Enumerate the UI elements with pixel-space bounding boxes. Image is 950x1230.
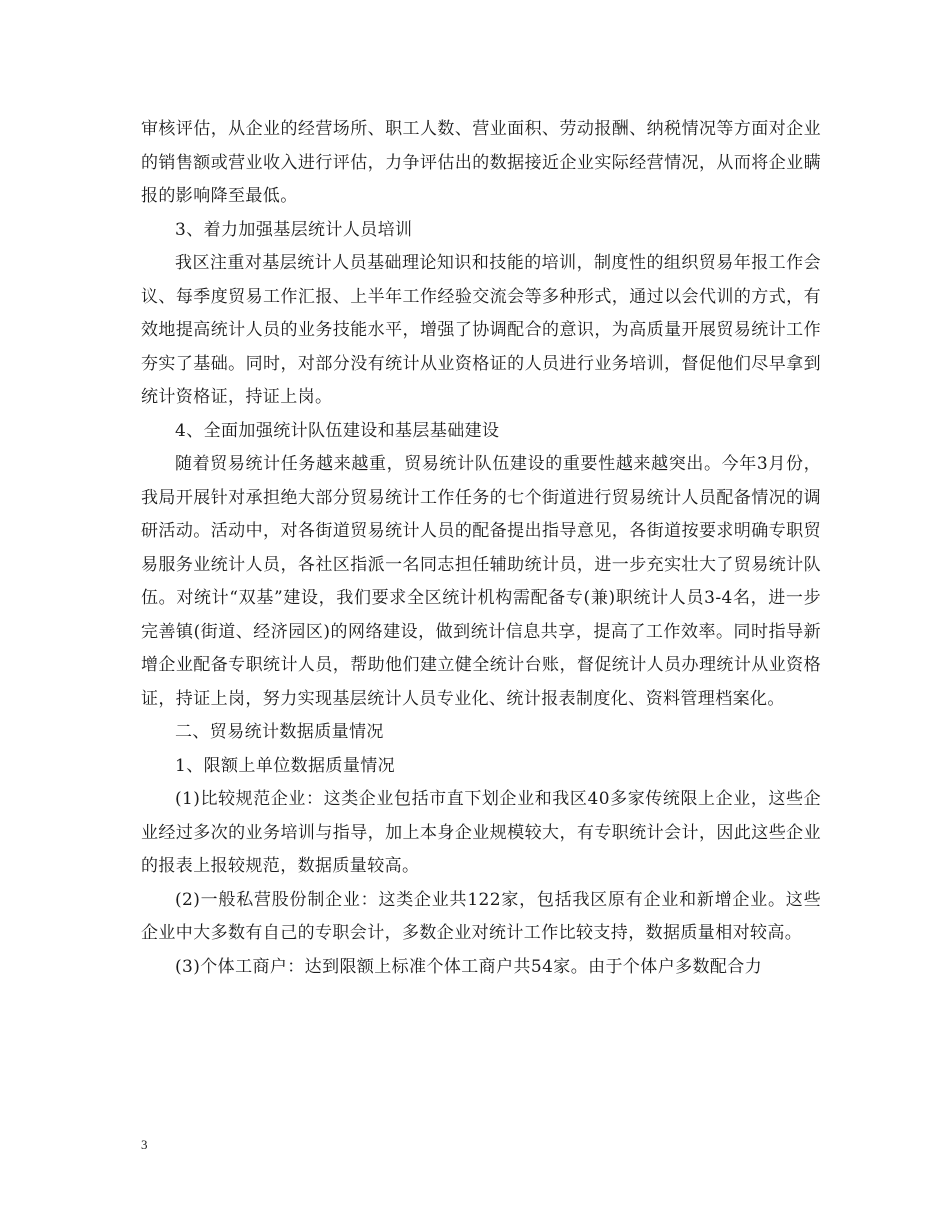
section-heading-1: 1、限额上单位数据质量情况 bbox=[175, 755, 396, 776]
page-number: 3 bbox=[141, 1137, 148, 1152]
chapter-heading-2: 二、贸易统计数据质量情况 bbox=[175, 722, 384, 742]
paragraph-1: 审核评估，从企业的经营场所、职工人数、营业面积、劳动报酬、纳税情况等方面对企业的销售额或营业收入进行评估，力争评估出的数据接近企业实际经营情况，从而将企业瞒报的影响降至最低。 bbox=[141, 119, 821, 206]
section-heading-4: 4、全面加强统计队伍建设和基层基础建设 bbox=[175, 420, 500, 441]
paragraph-training: 我区注重对基层统计人员基础理论知识和技能的培训，制度性的组织贸易年报工作会议、每季度贸易工作汇报、上半年工作经验交流会等多种形式，通过以会代训的方式，有效地提高统计人员的业务技能水平，增强了协调配合的意识，为高质量开展贸易统计工作夯实了基础。同时，对部分没有统计从业资格证的人员进行业务培训，督促他们尽早拿到统计资格证，持证上岗。 bbox=[141, 253, 821, 407]
body-text bbox=[141, 113, 821, 984]
list-item-3: (3)个体工商户：达到限额上标准个体工商户共54家。由于个体户多数配合力 bbox=[175, 956, 763, 977]
paragraph-team-building: 随着贸易统计任务越来越重，贸易统计队伍建设的重要性越来越突出。今年3月份，我局开展针对承担绝大部分贸易统计工作任务的七个街道进行贸易统计人员配备情况的调研活动。活动中，对各街道贸易统计人员的配备提出指导意见，各街道按要求明确专职贸易服务业统计人员，各社区指派一名同志担任辅助统计员，进一步充实壮大了贸易统计队伍。对统计“双基”建设，我们要求全区统计机构需配备专(兼)职统计人员3-4名，进一步完善镇(街道、经济园区)的网络建设，做到统计信息共享，提高了工作效率。同时指导新增企业配备专职统计人员，帮助他们建立健全统计台账，督促统计人员办理统计从业资格证，持证上岗，努力实现基层统计人员专业化、统计报表制度化、资料管理档案化。 bbox=[141, 454, 821, 709]
list-item-1: (1)比较规范企业：这类企业包括市直下划企业和我区40多家传统限上企业，这些企业经过多次的业务培训与指导，加上本身企业规模较大，有专职统计会计，因此这些企业的报表上报较规范，数据质量较高。 bbox=[141, 789, 821, 876]
section-heading-3: 3、着力加强基层统计人员培训 bbox=[175, 219, 413, 240]
list-item-2: (2)一般私营股份制企业：这类企业共122家，包括我区原有企业和新增企业。这些企业中大多数有自己的专职会计，多数企业对统计工作比较支持，数据质量相对较高。 bbox=[141, 889, 821, 943]
